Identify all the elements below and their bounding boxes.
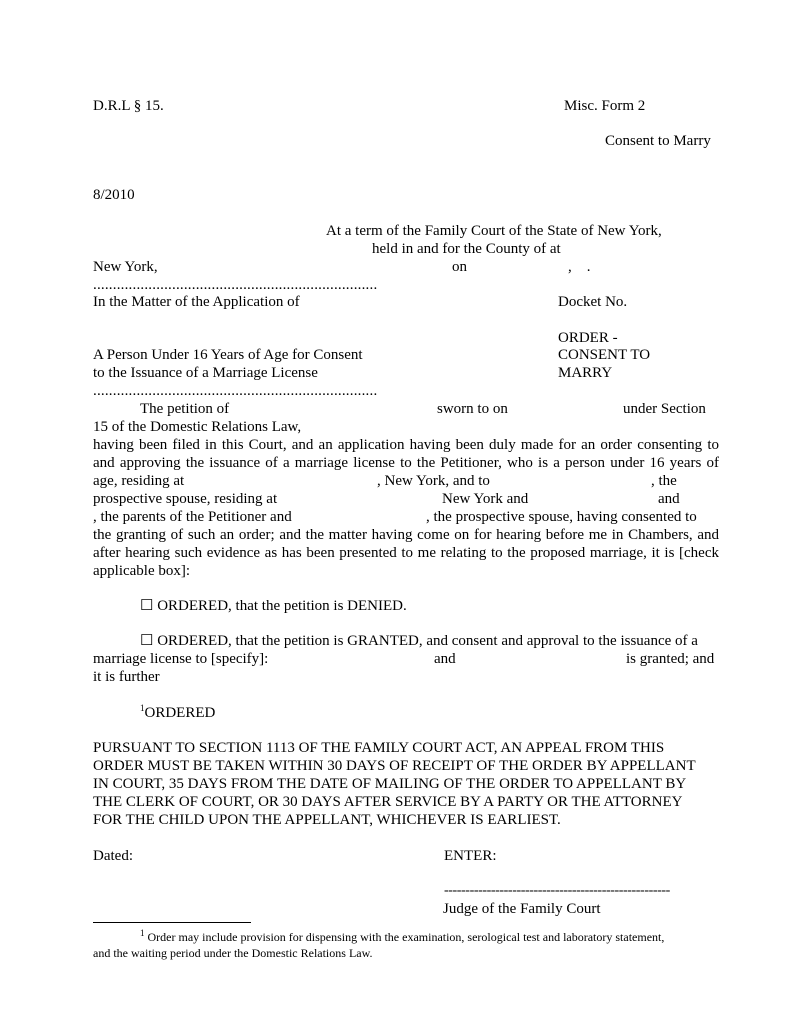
appeal-line-1: PURSUANT TO SECTION 1113 OF THE FAMILY COURT ACT, AN APPEAL FROM THIS (93, 740, 665, 756)
person-line2: to the Issuance of a Marriage License (93, 365, 318, 381)
order-title-line2: CONSENT TO (558, 347, 651, 363)
body-line-5a: age, residing at (93, 473, 185, 489)
signature-line: ----------------------------------------------------- (444, 883, 670, 898)
footnote-reference: 1 (140, 703, 145, 713)
form-title: Consent to Marry (605, 133, 711, 149)
under-section: under Section (623, 401, 706, 417)
person-line1: A Person Under 16 Years of Age for Consent (93, 347, 363, 363)
revision-date: 8/2010 (93, 187, 135, 203)
court-city: New York, (93, 259, 158, 275)
body-line-10: applicable box]: (93, 563, 191, 579)
denied-option[interactable] (140, 597, 407, 615)
denied-checkbox-icon[interactable]: ☐ (140, 598, 154, 614)
footnote-line-2: and the waiting period under the Domestic Relations Law. (93, 946, 373, 960)
court-on-label: on (452, 259, 467, 275)
order-title-line3: MARRY (558, 365, 613, 381)
matter-title: In the Matter of the Application of (93, 294, 300, 310)
body-line-2: 15 of the Domestic Relations Law, (93, 419, 302, 435)
court-term-line: At a term of the Family Court of the State of New York, (326, 223, 662, 239)
body-line-6b: New York and (442, 491, 529, 507)
caption-divider-bottom: ........................................................................ (93, 383, 378, 399)
granted-line-3: it is further (93, 669, 160, 685)
footnote-mark: 1 (140, 928, 145, 938)
appeal-line-2: ORDER MUST BE TAKEN WITHIN 30 DAYS OF RECEIPT OF THE ORDER BY APPELLANT (93, 758, 696, 774)
body-line-7a: , the parents of the Petitioner and (93, 509, 292, 525)
caption-divider-top: ........................................................................ (93, 277, 378, 293)
granted-option[interactable] (140, 632, 698, 650)
body-line-5b: , New York, and to (377, 473, 490, 489)
enter-label: ENTER: (444, 848, 497, 864)
granted-line-2a: marriage license to [specify]: (93, 651, 269, 667)
body-line-4: and approving the issuance of a marriage license to the Petitioner, who is a person under 16 years of (93, 455, 719, 471)
body-line-5c: , the (651, 473, 677, 489)
appeal-line-4: THE CLERK OF COURT, OR 30 DAYS AFTER SERVICE BY A PARTY OR THE ATTORNEY (93, 794, 683, 810)
petition-of: The petition of (140, 401, 230, 417)
court-date-separator: , . (568, 259, 591, 275)
body-line-7b: , the prospective spouse, having consented to (426, 509, 697, 525)
footnote-separator (93, 922, 251, 923)
further-ordered-label: ORDERED (144, 705, 216, 721)
footnote-text-1: Order may include provision for dispensing with the examination, serological test and laboratory statement, (147, 930, 665, 944)
denied-label: ORDERED, that the petition is DENIED. (157, 598, 407, 614)
granted-checkbox-icon[interactable]: ☐ (140, 633, 154, 649)
judge-title: Judge of the Family Court (443, 901, 601, 917)
further-ordered (140, 704, 215, 722)
sworn-to-on: sworn to on (437, 401, 508, 417)
body-line-9: after hearing such evidence as has been presented to me relating to the proposed marriage, it is [check (93, 545, 719, 561)
body-line-3: having been filed in this Court, and an application having been duly made for an order consenting to (93, 437, 719, 453)
appeal-line-3: IN COURT, 35 DAYS FROM THE DATE OF MAILING OF THE ORDER TO APPELLANT BY (93, 776, 687, 792)
order-title-line1: ORDER - (558, 330, 618, 346)
granted-label: ORDERED, that the petition is GRANTED, and consent and approval to the issuance of a (157, 633, 698, 649)
statute-reference: D.R.L § 15. (93, 98, 164, 114)
dated-label: Dated: (93, 848, 133, 864)
body-line-6a: prospective spouse, residing at (93, 491, 278, 507)
granted-line-2b: and (434, 651, 456, 667)
body-line-6c: and (658, 491, 680, 507)
footnote-line-1 (140, 929, 664, 945)
body-line-8: the granting of such an order; and the matter having come on for hearing before me in Chambers, and (93, 527, 719, 543)
docket-label: Docket No. (558, 294, 628, 310)
appeal-line-5: FOR THE CHILD UPON THE APPELLANT, WHICHEVER IS EARLIEST. (93, 812, 561, 828)
granted-line-2c: is granted; and (626, 651, 715, 667)
form-number: Misc. Form 2 (564, 98, 646, 114)
court-county-line: held in and for the County of at (372, 241, 561, 257)
